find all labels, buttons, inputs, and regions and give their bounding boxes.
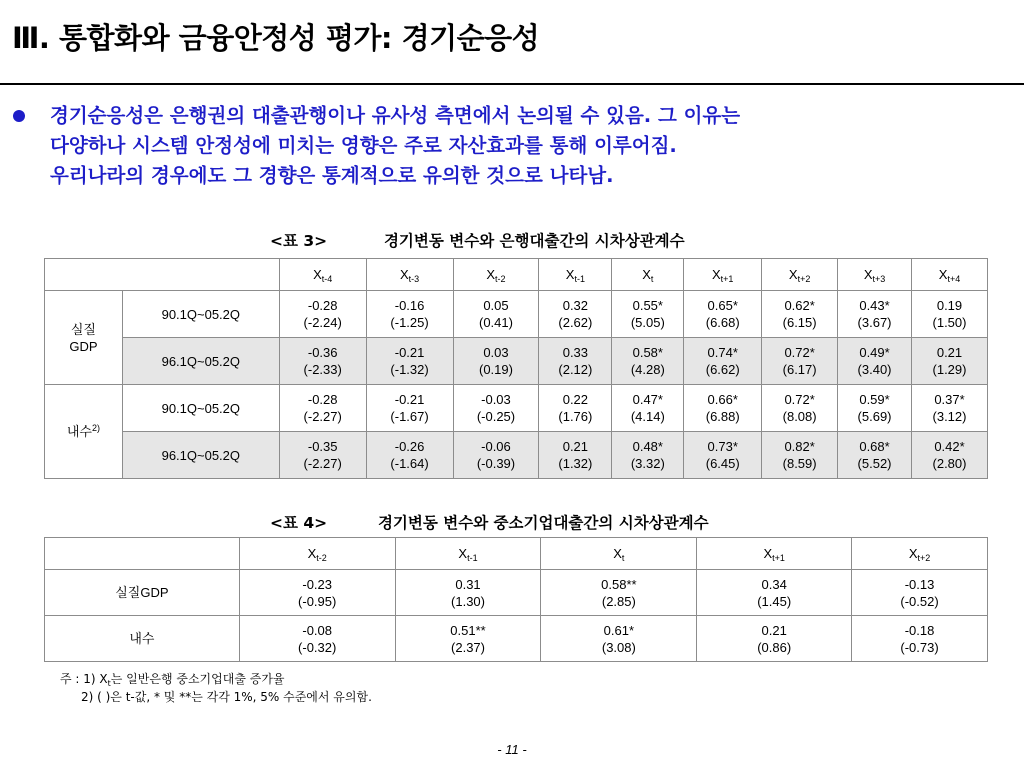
header-sub: t <box>621 553 625 563</box>
table-row <box>45 616 988 662</box>
coef-value: -0.35 <box>307 439 338 454</box>
t-value: (-1.25) <box>390 315 429 330</box>
header-cell <box>684 259 762 291</box>
header-base: X <box>642 267 651 282</box>
t-value: (5.69) <box>857 409 892 424</box>
t-value: (1.50) <box>932 315 967 330</box>
bullet-line-2: 다양하나 시스템 안정성에 미치는 영향은 주로 자산효과를 통해 이루어짐. <box>50 134 677 157</box>
header-sub: t-2 <box>316 553 327 563</box>
value-cell <box>912 291 988 338</box>
coef-value: 0.72* <box>784 392 815 407</box>
t-value: (-0.95) <box>298 593 337 609</box>
coef-value: -0.06 <box>481 439 511 454</box>
coef-value: 0.21 <box>761 622 787 638</box>
t-value: (0.19) <box>478 362 513 377</box>
header-sub: t+1 <box>720 274 734 284</box>
header-blank <box>45 538 240 570</box>
header-base: X <box>788 267 798 282</box>
coef-value: 0.51** <box>450 622 486 638</box>
footnote-line-1: 주 : 1) $X_t$는 일반은행 중소기업대출 증가율 <box>60 672 285 688</box>
coef-value: 0.62* <box>784 298 815 313</box>
header-cell <box>366 259 453 291</box>
t-value: (-2.24) <box>303 315 342 330</box>
value-cell <box>852 570 988 616</box>
t-value: (1.32) <box>558 456 593 471</box>
value-cell <box>612 432 684 479</box>
header-cell <box>697 538 852 570</box>
coef-value: 0.58** <box>601 576 637 592</box>
value-cell <box>838 385 912 432</box>
footnote <box>60 670 372 706</box>
coef-value: -0.26 <box>394 439 425 454</box>
t-value: (3.08) <box>601 639 636 655</box>
coef-value: -0.08 <box>302 622 332 638</box>
t-value: (-2.33) <box>303 362 342 377</box>
value-cell <box>453 432 539 479</box>
header-sub: t-3 <box>408 274 420 284</box>
coef-value: -0.36 <box>307 345 338 360</box>
t-value: (0.41) <box>478 315 513 330</box>
header-sub: t+3 <box>872 274 886 284</box>
t-value: (4.28) <box>630 362 665 377</box>
coef-value: 0.68* <box>859 439 890 454</box>
t-value: (6.62) <box>705 362 740 377</box>
coef-value: 0.42* <box>934 439 965 454</box>
t-value: (6.68) <box>705 315 740 330</box>
t-value: (-0.39) <box>476 456 516 471</box>
page-number: - 11 - <box>497 742 527 757</box>
coef-value: 0.66* <box>707 392 738 407</box>
t-value: (3.40) <box>857 362 892 377</box>
value-cell <box>684 432 762 479</box>
t-value: (-1.67) <box>390 409 429 424</box>
value-cell <box>366 291 453 338</box>
t-value: (5.05) <box>630 315 665 330</box>
t-value: (6.45) <box>705 456 740 471</box>
coef-value: 0.19 <box>936 298 963 313</box>
value-cell <box>366 385 453 432</box>
table-row <box>45 570 988 616</box>
header-base: X <box>938 267 948 282</box>
header-base: X <box>486 267 496 282</box>
coef-value: 0.47* <box>632 392 663 407</box>
header-cell <box>912 259 988 291</box>
coef-value: 0.22 <box>562 392 589 407</box>
group-name: 실질 GDP <box>69 321 98 354</box>
coef-value: 0.73* <box>707 439 738 454</box>
header-cell <box>838 259 912 291</box>
coef-value: 0.34 <box>761 576 787 592</box>
coef-value: 0.72* <box>784 345 815 360</box>
coef-value: 0.05 <box>483 298 509 313</box>
value-cell <box>239 570 395 616</box>
header-base: X <box>399 267 409 282</box>
t-value: (8.08) <box>782 409 817 424</box>
header-cell <box>852 538 988 570</box>
value-cell <box>612 385 684 432</box>
coef-value: -0.16 <box>394 298 425 313</box>
period-cell: 96.1Q~05.2Q <box>122 338 279 385</box>
group-name: 내수 <box>66 424 92 439</box>
coef-value: -0.28 <box>307 392 338 407</box>
header-base: X <box>313 267 322 282</box>
t-value: (8.59) <box>782 456 817 471</box>
value-cell <box>366 338 453 385</box>
coef-value: 0.49* <box>859 345 890 360</box>
t-value: (1.76) <box>558 409 593 424</box>
period-cell: 96.1Q~05.2Q <box>122 432 279 479</box>
slide-title: Ⅲ. 통합화와 금융안정성 평가: 경기순응성 <box>12 21 540 55</box>
coef-value: 0.59* <box>859 392 890 407</box>
header-base: X <box>863 267 873 282</box>
value-cell <box>366 432 453 479</box>
header-base: X <box>565 267 575 282</box>
coef-value: -0.03 <box>481 392 511 407</box>
value-cell <box>453 338 539 385</box>
table-row <box>45 385 988 432</box>
header-cell <box>239 538 395 570</box>
header-sub: t-1 <box>574 274 585 284</box>
value-cell <box>912 385 988 432</box>
coef-value: 0.21 <box>562 439 589 454</box>
coef-value: 0.82* <box>784 439 815 454</box>
t-value: (-0.25) <box>476 409 516 424</box>
bullet-line-1: 경기순응성은 은행권의 대출관행이나 유사성 측면에서 논의될 수 있음. 그 이유는 <box>50 104 741 127</box>
t-value: (6.15) <box>782 315 817 330</box>
value-cell <box>612 338 684 385</box>
t-value: (-0.32) <box>298 639 337 655</box>
value-cell <box>684 385 762 432</box>
t-value: (6.17) <box>782 362 817 377</box>
coef-value: 0.74* <box>707 345 738 360</box>
table3-title: 경기변동 변수와 은행대출간의 시차상관계수 <box>383 232 685 250</box>
t-value: (-0.73) <box>900 639 939 655</box>
table4-caption <box>270 511 709 533</box>
header-base: X <box>613 546 622 561</box>
value-cell <box>838 432 912 479</box>
header-base: X <box>307 546 317 561</box>
coef-value: 0.65* <box>707 298 738 313</box>
value-cell <box>239 616 395 662</box>
header-sub: t-2 <box>495 274 506 284</box>
value-cell <box>395 616 541 662</box>
header-sub: t-1 <box>467 553 478 563</box>
t-value: (-1.32) <box>390 362 429 377</box>
header-sub: t <box>650 274 654 284</box>
coef-value: 0.21 <box>936 345 963 360</box>
header-sub: t+2 <box>917 553 931 563</box>
header-base: X <box>908 546 918 561</box>
coef-value: -0.23 <box>302 576 332 592</box>
t-value: (-2.27) <box>303 456 342 471</box>
coef-value: 0.55* <box>632 298 663 313</box>
value-cell <box>762 338 838 385</box>
row-label-cell: 내수 <box>45 616 240 662</box>
value-cell <box>279 338 366 385</box>
header-cell <box>539 259 612 291</box>
table-row <box>45 338 988 385</box>
coef-value: -0.13 <box>904 576 935 592</box>
coef-value: -0.21 <box>394 392 425 407</box>
header-base: X <box>458 546 468 561</box>
value-cell <box>453 385 539 432</box>
value-cell <box>539 291 612 338</box>
header-sub: t+4 <box>947 274 961 284</box>
group-label-cell <box>45 385 123 479</box>
value-cell <box>912 338 988 385</box>
value-cell <box>453 291 539 338</box>
t-value: (-2.27) <box>303 409 342 424</box>
table3 <box>44 258 988 479</box>
value-cell <box>539 338 612 385</box>
value-cell <box>279 385 366 432</box>
header-cell <box>453 259 539 291</box>
value-cell <box>539 432 612 479</box>
table3-label: <표 3> <box>270 232 328 250</box>
header-sub: t+2 <box>797 274 811 284</box>
t-value: (2.37) <box>451 639 485 655</box>
header-cell <box>541 538 697 570</box>
t-value: (-0.52) <box>900 593 939 609</box>
t-value: (3.12) <box>932 409 967 424</box>
coef-value: 0.61* <box>603 622 635 638</box>
coef-value: 0.58* <box>632 345 663 360</box>
t-value: (0.86) <box>757 639 792 655</box>
header-cell <box>612 259 684 291</box>
t-value: (2.62) <box>558 315 593 330</box>
header-cell <box>762 259 838 291</box>
value-cell <box>395 570 541 616</box>
footnote-line-2: 2) ( )은 t-값, * 및 **는 각각 1%, 5% 수준에서 유의함. <box>81 690 372 704</box>
coef-value: 0.43* <box>859 298 890 313</box>
t-value: (2.80) <box>932 456 967 471</box>
header-cell <box>395 538 541 570</box>
t-value: (1.29) <box>932 362 967 377</box>
header-base: X <box>763 546 773 561</box>
header-sub: t-4 <box>321 274 333 284</box>
row-label-cell: 실질GDP <box>45 570 240 616</box>
group-label-cell <box>45 291 123 385</box>
value-cell <box>539 385 612 432</box>
value-cell <box>852 616 988 662</box>
table4-header-row <box>45 538 988 570</box>
group-name-sup: 2) <box>92 423 101 433</box>
table4-title: 경기변동 변수와 중소기업대출간의 시차상관계수 <box>377 514 709 532</box>
coef-value: -0.21 <box>394 345 425 360</box>
header-blank <box>45 259 280 291</box>
table-row <box>45 291 988 338</box>
bullet-paragraph <box>13 101 1013 191</box>
t-value: (6.88) <box>705 409 740 424</box>
title-divider <box>0 83 1024 85</box>
value-cell <box>541 616 697 662</box>
t-value: (5.52) <box>857 456 892 471</box>
value-cell <box>838 291 912 338</box>
t-value: (-1.64) <box>390 456 429 471</box>
header-cell <box>279 259 366 291</box>
header-base: X <box>712 267 721 282</box>
t-value: (4.14) <box>630 409 665 424</box>
coef-value: -0.28 <box>307 298 338 313</box>
value-cell <box>762 432 838 479</box>
value-cell <box>279 291 366 338</box>
value-cell <box>697 570 852 616</box>
value-cell <box>762 385 838 432</box>
value-cell <box>697 616 852 662</box>
period-cell: 90.1Q~05.2Q <box>122 385 279 432</box>
coef-value: 0.48* <box>632 439 663 454</box>
value-cell <box>838 338 912 385</box>
bullet-line-3: 우리나라의 경우에도 그 경향은 통계적으로 유의한 것으로 나타남. <box>50 164 614 187</box>
value-cell <box>279 432 366 479</box>
table-row <box>45 432 988 479</box>
t-value: (3.67) <box>857 315 892 330</box>
value-cell <box>612 291 684 338</box>
header-sub: t+1 <box>772 553 785 563</box>
coef-value: 0.31 <box>455 576 481 592</box>
table4 <box>44 537 988 662</box>
t-value: (1.45) <box>757 593 792 609</box>
coef-value: 0.37* <box>934 392 965 407</box>
value-cell <box>762 291 838 338</box>
t-value: (2.12) <box>558 362 593 377</box>
period-cell: 90.1Q~05.2Q <box>122 291 279 338</box>
coef-value: -0.18 <box>904 622 935 638</box>
value-cell <box>912 432 988 479</box>
table3-header-row <box>45 259 988 291</box>
bullet-icon <box>13 110 25 122</box>
table4-label: <표 4> <box>270 514 328 532</box>
t-value: (1.30) <box>451 593 485 609</box>
value-cell <box>684 291 762 338</box>
t-value: (3.32) <box>630 456 665 471</box>
coef-value: 0.33 <box>562 345 589 360</box>
value-cell <box>684 338 762 385</box>
value-cell <box>541 570 697 616</box>
coef-value: 0.03 <box>483 345 509 360</box>
coef-value: 0.32 <box>562 298 589 313</box>
table3-caption <box>270 229 685 251</box>
t-value: (2.85) <box>601 593 636 609</box>
